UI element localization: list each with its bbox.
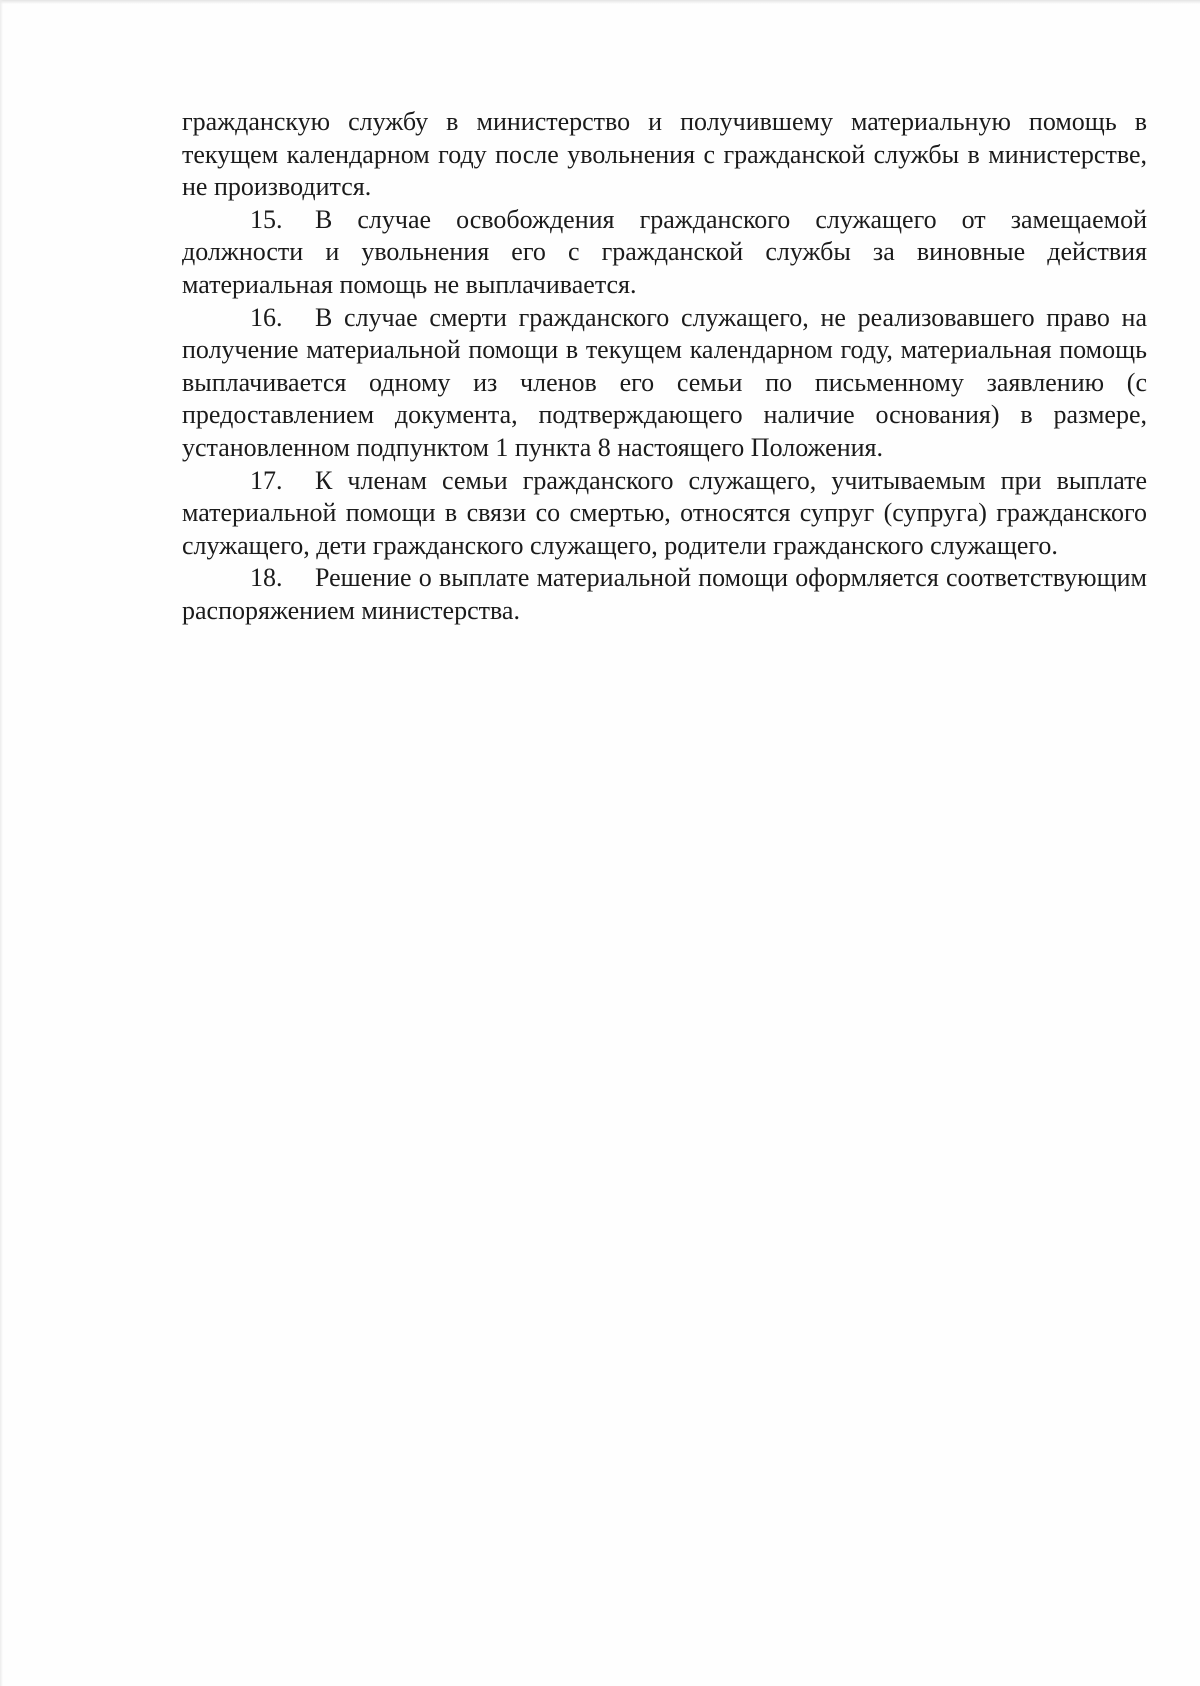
paragraph-number: 15. <box>250 204 283 234</box>
paragraph-text: В случае смерти гражданского служащего, не реализовавшего право на получение материальной помощи в текущем календарном году, материальная помощь выплачивается одному из членов его семьи по письменному заявлению (с предоставлением документа, подтверждающего наличие основания) в размере, установленном подпунктом 1 пункта 8 настоящего Положения. <box>182 302 1147 462</box>
paragraph-15 <box>182 204 1147 302</box>
paragraph-text: Решение о выплате материальной помощи оформляется соответствующим распоряжением министерства. <box>182 563 1147 625</box>
paragraph-number: 17. <box>250 465 283 495</box>
paragraph-text: В случае освобождения гражданского служащего от замещаемой должности и увольнения его с гражданской службы за виновные действия материальная помощь не выплачивается. <box>182 204 1147 299</box>
paragraph-text: гражданскую службу в министерство и получившему материальную помощь в текущем календарном году после увольнения с гражданской службы в министерстве, не производится. <box>182 107 1147 202</box>
document-body <box>182 106 1147 628</box>
paragraph-18 <box>182 562 1147 627</box>
paragraph-number: 18. <box>250 563 283 593</box>
scan-left-edge <box>0 0 3 1686</box>
paragraph-16 <box>182 302 1147 465</box>
paragraph-text: К членам семьи гражданского служащего, учитываемым при выплате материальной помощи в связи со смертью, относятся супруг (супруга) гражданского служащего, дети гражданского служащего, родители гражданского служащего. <box>182 465 1147 560</box>
paragraph-continuation <box>182 106 1147 204</box>
paragraph-number: 16. <box>250 302 283 332</box>
paragraph-17 <box>182 465 1147 563</box>
scan-top-edge <box>0 0 1200 4</box>
